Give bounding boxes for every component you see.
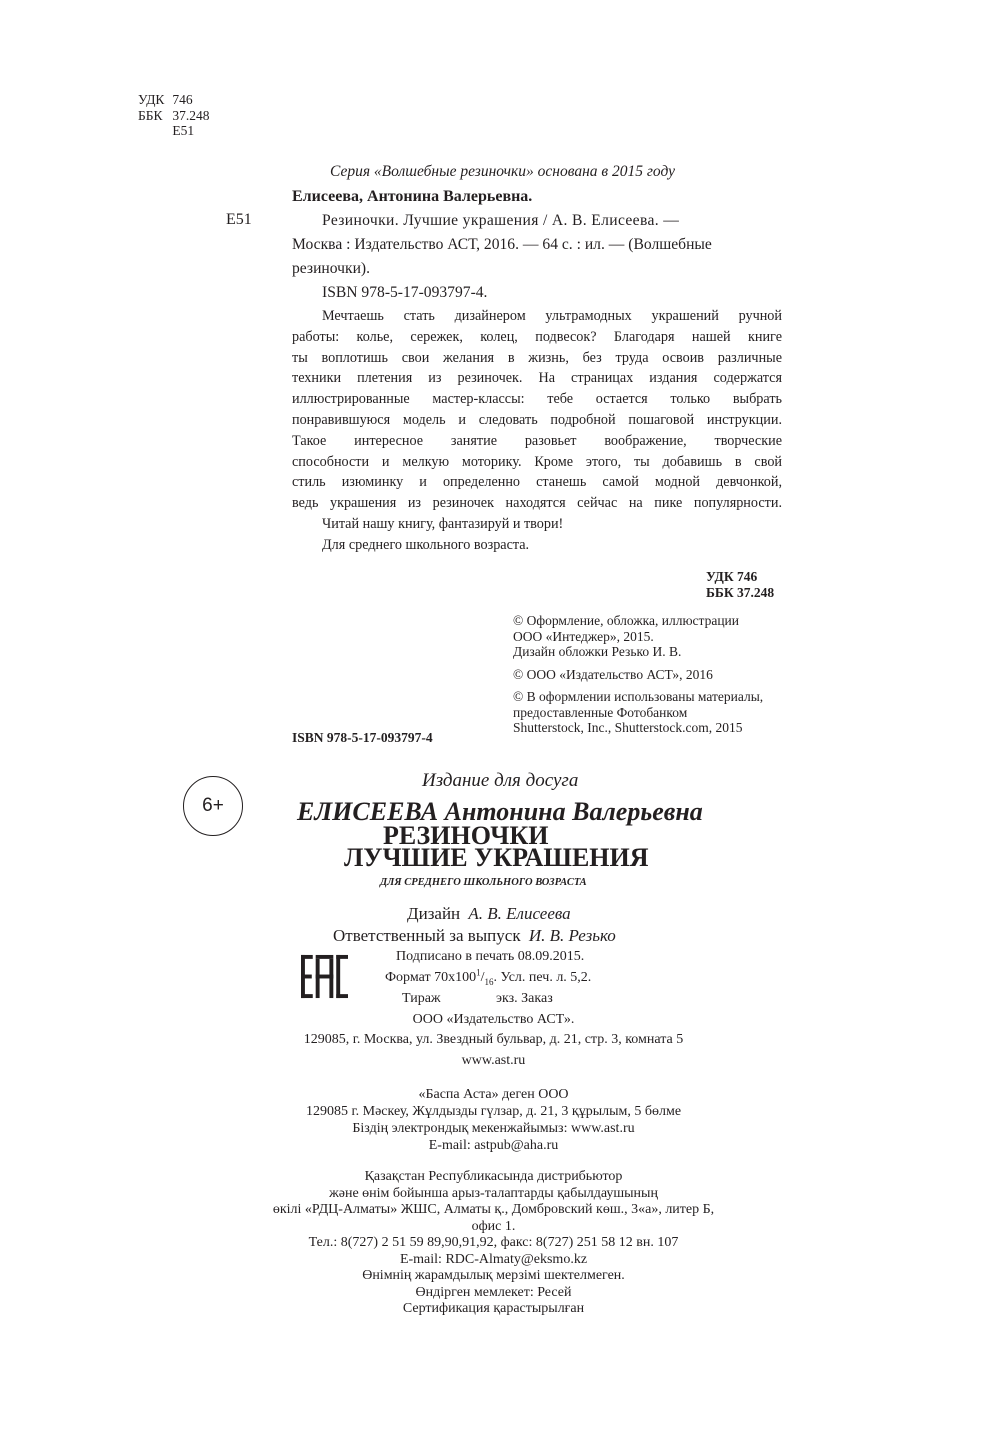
- annotation-line: Читай нашу книгу, фантазируй и твори!: [322, 515, 564, 532]
- copyright-block: [513, 613, 763, 736]
- annotation-line: работы: колье, сережек, колец, подвесок? Благодаря нашей книге: [292, 328, 782, 345]
- kazakh-line: «Баспа Аста» деген ООО: [418, 1087, 569, 1102]
- bbk-label: ББК: [138, 107, 163, 123]
- author-heading: Елисеева, Антонина Валерьевна.: [292, 188, 533, 205]
- isbn-bottom: ISBN 978-5-17-093797-4: [292, 730, 433, 745]
- publisher-name: ООО «Издательство АСТ».: [412, 1012, 575, 1027]
- publisher-site: www.ast.ru: [461, 1053, 526, 1068]
- design-name: А. В. Елисеева: [468, 904, 571, 923]
- bib-line-3: резиночки).: [292, 260, 371, 277]
- bib-isbn: ISBN 978-5-17-093797-4.: [322, 284, 488, 301]
- annotation-line: техники плетения из резиночек. На страницах издания содержатся: [292, 370, 782, 387]
- distributor-line: Өндірген мемлекет: Ресей: [415, 1284, 572, 1300]
- author-full: ЕЛИСЕЕВА Антонина Валерьевна: [297, 797, 703, 826]
- zakaz-label: экз. Заказ: [496, 991, 553, 1006]
- kazakh-block: [0, 1086, 987, 1154]
- responsible-name: И. В. Резько: [528, 926, 616, 945]
- bib-line-1: Резиночки. Лучшие украшения / А. В. Елисеева. —: [322, 212, 680, 229]
- distributor-line: Өнімнің жарамдылық мерзімі шектелмеген.: [362, 1268, 625, 1283]
- annotation-line: понравившуюся модель и следовать подробной пошаговой инструкции.: [292, 411, 782, 428]
- udk-value: 746: [172, 92, 193, 107]
- annotation-line: ты воплотишь свои желания в жизнь, без труда освоив различные: [292, 349, 782, 366]
- udk-label: УДК: [138, 92, 165, 107]
- distributor-line: E-mail: RDC-Almaty@eksmo.kz: [399, 1251, 588, 1267]
- annotation-line: стиль изюминку и определенно станешь самой модной девчонкой,: [292, 474, 782, 491]
- publisher-address: 129085, г. Москва, ул. Звездный бульвар, д. 21, стр. 3, комната 5: [303, 1032, 684, 1047]
- bib-line-2: Москва : Издательство АСТ, 2016. — 64 с. : ил. — (Волшебные: [292, 236, 712, 253]
- annotation-line: ведь украшения из резиночек находятся сейчас на пике популярности.: [292, 495, 782, 512]
- copyright-line: © ООО «Издательство АСТ», 2016: [513, 666, 713, 682]
- copyright-line: предоставленные Фотобанком: [513, 704, 688, 720]
- annotation-line: Для среднего школьного возраста.: [322, 536, 530, 553]
- classification-block: [138, 92, 218, 139]
- eac-mark-icon: [301, 953, 348, 1000]
- bottom-bbk: ББК 37.248: [706, 585, 775, 600]
- distributor-line: Қазақстан Республикасында дистрибьютор: [364, 1169, 623, 1184]
- age-rating: 6+: [202, 795, 224, 816]
- distributor-line: офис 1.: [471, 1218, 516, 1234]
- book-title-2: ЛУЧШИЕ УКРАШЕНИЯ: [344, 843, 649, 872]
- signed-date: Подписано в печать 08.09.2015.: [396, 949, 585, 964]
- copyright-line: ООО «Интеджер», 2015.: [513, 628, 654, 644]
- design-label: Дизайн: [407, 904, 461, 923]
- tirazh-label: Тираж: [402, 991, 441, 1006]
- book-title-1: РЕЗИНОЧКИ: [383, 821, 549, 850]
- edition-type: Издание для досуга: [422, 770, 579, 791]
- annotation: [292, 306, 782, 556]
- series-note: Серия «Волшебные резиночки» основана в 2015 году: [330, 163, 675, 180]
- copyright-line: Shutterstock, Inc., Shutterstock.com, 2015: [513, 720, 743, 735]
- distributor-line: және өнім бойынша арыз-талаптарды қабылдаушының: [329, 1185, 658, 1201]
- annotation-line: Мечтаешь стать дизайнером ультрамодных украшений ручной: [322, 308, 782, 324]
- copyright-line: © Оформление, обложка, иллюстрации: [513, 613, 739, 628]
- annotation-line: Такое интересное занятие разовьет воображение, творческие: [292, 432, 782, 449]
- annotation-line: способности и мелкую моторику. Кроме этого, ты добавишь в свой: [292, 453, 782, 470]
- bbk-value: 37.248: [172, 107, 210, 123]
- distributor-block: [0, 1169, 987, 1318]
- distributor-line: Тел.: 8(727) 2 51 59 89,90,91,92, факс: 8(727) 251 58 12 вн. 107: [308, 1235, 679, 1250]
- kazakh-line: 129085 г. Мәскеу, Жұлдызды гүлзар, д. 21, 3 құрылым, 5 бөлме: [305, 1104, 682, 1119]
- bottom-udk: УДК 746: [706, 569, 758, 584]
- responsible-label: Ответственный за выпуск: [333, 926, 521, 945]
- copyright-line: © В оформлении использованы материалы,: [513, 689, 764, 704]
- kazakh-line: E-mail: astpub@aha.ru: [428, 1138, 559, 1153]
- age-rating-badge: [183, 776, 243, 836]
- annotation-line: иллюстрированные мастер-классы: тебе остается только выбрать: [292, 391, 782, 408]
- design-line: [407, 904, 571, 924]
- responsible-line: [333, 926, 616, 946]
- distributor-line: Сертификация қарастырылған: [402, 1301, 585, 1316]
- author-sign-side: Е51: [226, 211, 252, 228]
- copyright-line: Дизайн обложки Резько И. В.: [513, 644, 682, 659]
- kazakh-line: Біздің электрондық мекенжайымыз: www.ast.ru: [352, 1121, 635, 1136]
- audience: ДЛЯ СРЕДНЕГО ШКОЛЬНОГО ВОЗРАСТА: [380, 877, 587, 888]
- format-line: Формат $70х100^1/_{16}$. Усл. печ. л. 5,2.: [385, 967, 592, 987]
- author-sign: Е51: [172, 123, 195, 138]
- distributor-line: өкілі «РДЦ-Алматы» ЖШС, Алматы қ., Домбровский көш., 3«а», литер Б,: [272, 1202, 715, 1217]
